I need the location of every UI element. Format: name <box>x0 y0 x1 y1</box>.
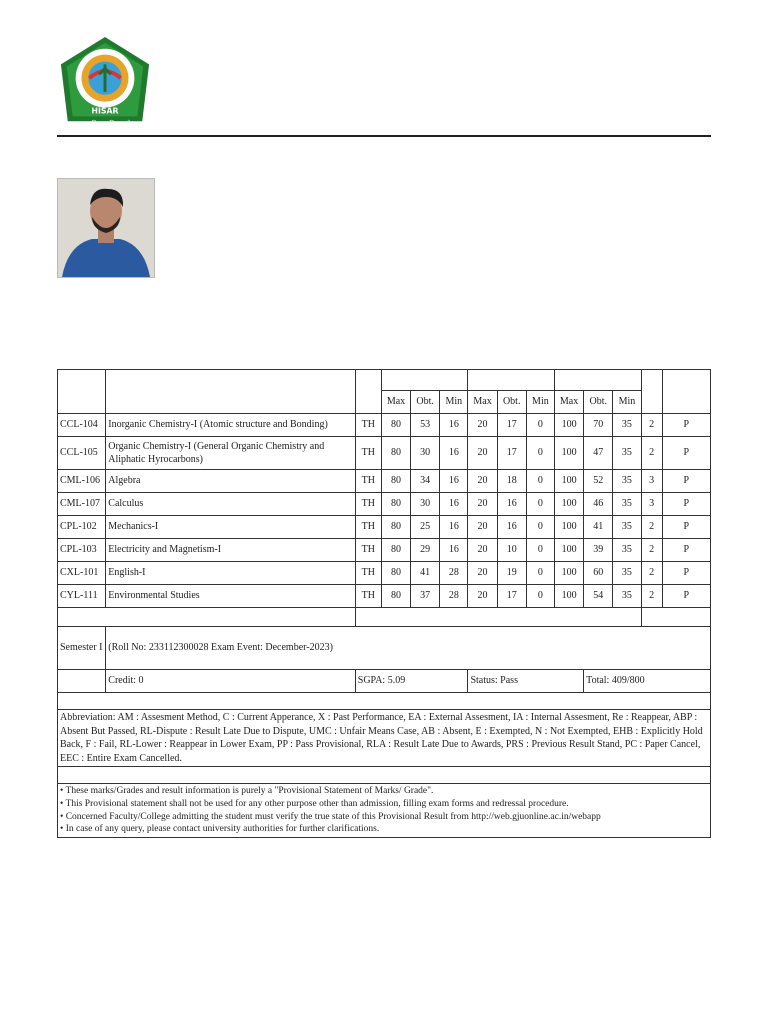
tot-min: 35 <box>613 539 641 562</box>
int-obt: 17 <box>497 437 526 470</box>
int-max: 20 <box>468 516 497 539</box>
subject-row <box>58 414 711 437</box>
int-max: 20 <box>468 585 497 608</box>
roll-info: (Roll No: 233112300028 Exam Event: December-2023) <box>106 627 711 670</box>
subject-type: TH <box>355 585 381 608</box>
int-min: 0 <box>526 585 554 608</box>
ext-min: 16 <box>440 470 468 493</box>
subject-type: TH <box>355 539 381 562</box>
ext-obt: 34 <box>411 470 440 493</box>
ext-max: 80 <box>381 493 410 516</box>
subject-name: Organic Chemistry-I (General Organic Chemistry and Aliphatic Hyrocarbons) <box>106 437 355 470</box>
tot-obt: 60 <box>584 562 613 585</box>
subject-row <box>58 539 711 562</box>
tot-min: 35 <box>613 414 641 437</box>
marks-table <box>57 369 711 838</box>
ext-max: 80 <box>381 539 410 562</box>
ext-min-header: Min <box>440 391 468 414</box>
tot-max: 100 <box>554 516 583 539</box>
tot-min-header: Min <box>613 391 641 414</box>
ext-max: 80 <box>381 414 410 437</box>
subject-credit: 2 <box>641 539 662 562</box>
disclaimer-item: • In case of any query, please contact university authorities for further clarifications. <box>60 824 380 835</box>
spacer-row <box>58 693 711 710</box>
disclaimer-row <box>58 784 711 838</box>
logo-motto-text: ज्ञान विज्ञान विमुक्तये <box>79 120 131 129</box>
total-summary: Total: 409/800 <box>584 670 711 693</box>
int-min: 0 <box>526 414 554 437</box>
int-min: 0 <box>526 562 554 585</box>
tot-obt: 46 <box>584 493 613 516</box>
subject-credit: 2 <box>641 414 662 437</box>
int-min: 0 <box>526 493 554 516</box>
ext-min: 16 <box>440 414 468 437</box>
subject-row <box>58 562 711 585</box>
subject-name: Calculus <box>106 493 355 516</box>
ext-obt: 30 <box>411 493 440 516</box>
tot-obt: 52 <box>584 470 613 493</box>
subject-name: Algebra <box>106 470 355 493</box>
abbreviation-text: Abbreviation: AM : Assesment Method, C : Current Apperance, X : Past Performance, EA : External Assesment, IA : Internal Assesment, Re : Reappear, ABP : Absent But Passed, RL-Dispute : Result Late Due to Dispute, UMC : Unfair Means Case, AB : Absent, E : Exempted, N : Not Exempted, EHB : Explicitly Hold Back, F : Fail, RL-Lower : Reappear in Lower Exam, PP : Pass Provisional, RLA : Result Late Due to Awards, PRS : Previous Result Stand, PC : Paper Cancel, EEC : Entire Exam Cancelled. <box>58 710 711 767</box>
tot-min: 35 <box>613 470 641 493</box>
subject-credit: 2 <box>641 585 662 608</box>
tot-max: 100 <box>554 562 583 585</box>
subject-name: Inorganic Chemistry-I (Atomic structure and Bonding) <box>106 414 355 437</box>
tot-obt: 70 <box>584 414 613 437</box>
tot-obt: 41 <box>584 516 613 539</box>
ext-obt: 41 <box>411 562 440 585</box>
subject-code: CML-107 <box>58 493 106 516</box>
subject-credit: 2 <box>641 516 662 539</box>
ext-obt: 29 <box>411 539 440 562</box>
credit-summary: Credit: 0 <box>106 670 355 693</box>
tot-max: 100 <box>554 539 583 562</box>
subject-result: P <box>662 562 710 585</box>
tot-obt: 54 <box>584 585 613 608</box>
ext-obt: 53 <box>411 414 440 437</box>
subject-result: P <box>662 539 710 562</box>
ext-min: 16 <box>440 437 468 470</box>
subject-type: TH <box>355 562 381 585</box>
spacer-row <box>58 608 711 627</box>
subject-credit: 2 <box>641 562 662 585</box>
subject-code: CPL-103 <box>58 539 106 562</box>
ext-min: 16 <box>440 516 468 539</box>
subject-row <box>58 470 711 493</box>
int-max: 20 <box>468 493 497 516</box>
int-min: 0 <box>526 470 554 493</box>
subject-code: CYL-111 <box>58 585 106 608</box>
ext-max: 80 <box>381 470 410 493</box>
int-obt: 17 <box>497 414 526 437</box>
subject-name: Electricity and Magnetism-I <box>106 539 355 562</box>
subject-result: P <box>662 414 710 437</box>
subject-row <box>58 585 711 608</box>
ext-max: 80 <box>381 585 410 608</box>
university-logo <box>56 35 154 133</box>
int-max: 20 <box>468 470 497 493</box>
subject-row <box>58 493 711 516</box>
logo-city-text: HISAR <box>91 106 119 116</box>
subject-code: CCL-104 <box>58 414 106 437</box>
subject-code: CPL-102 <box>58 516 106 539</box>
int-obt-header: Obt. <box>497 391 526 414</box>
student-photo <box>57 178 155 278</box>
int-obt: 17 <box>497 585 526 608</box>
subject-code: CXL-101 <box>58 562 106 585</box>
ext-min: 16 <box>440 493 468 516</box>
subject-result: P <box>662 437 710 470</box>
tot-obt-header: Obt. <box>584 391 613 414</box>
tot-min: 35 <box>613 516 641 539</box>
spacer-row <box>58 767 711 784</box>
subject-row <box>58 437 711 470</box>
header-divider <box>57 135 711 137</box>
ext-max: 80 <box>381 562 410 585</box>
tot-max: 100 <box>554 414 583 437</box>
int-min: 0 <box>526 437 554 470</box>
int-obt: 16 <box>497 493 526 516</box>
ext-min: 28 <box>440 562 468 585</box>
subject-credit: 3 <box>641 470 662 493</box>
int-max: 20 <box>468 539 497 562</box>
int-min: 0 <box>526 539 554 562</box>
summary-row <box>58 670 711 693</box>
disclaimer-item: • These marks/Grades and result information is purely a "Provisional Statement of Marks/ Grade". <box>60 786 434 796</box>
tot-obt: 39 <box>584 539 613 562</box>
ext-min: 16 <box>440 539 468 562</box>
ext-obt: 37 <box>411 585 440 608</box>
int-obt: 19 <box>497 562 526 585</box>
subject-result: P <box>662 493 710 516</box>
int-obt: 18 <box>497 470 526 493</box>
subject-code: CML-106 <box>58 470 106 493</box>
subject-name: Environmental Studies <box>106 585 355 608</box>
subject-result: P <box>662 470 710 493</box>
int-max: 20 <box>468 414 497 437</box>
int-max-header: Max <box>468 391 497 414</box>
tot-obt: 47 <box>584 437 613 470</box>
subject-row <box>58 516 711 539</box>
table-header-row <box>58 370 711 391</box>
tot-max: 100 <box>554 493 583 516</box>
semester-label: Semester I <box>58 627 106 670</box>
tot-min: 35 <box>613 493 641 516</box>
subject-type: TH <box>355 470 381 493</box>
tot-min: 35 <box>613 562 641 585</box>
subject-result: P <box>662 585 710 608</box>
ext-obt: 30 <box>411 437 440 470</box>
ext-obt-header: Obt. <box>411 391 440 414</box>
ext-max: 80 <box>381 516 410 539</box>
abbreviation-row <box>58 710 711 767</box>
sgpa-summary: SGPA: 5.09 <box>355 670 468 693</box>
subject-code: CCL-105 <box>58 437 106 470</box>
ext-obt: 25 <box>411 516 440 539</box>
subject-type: TH <box>355 414 381 437</box>
subject-type: TH <box>355 437 381 470</box>
int-obt: 10 <box>497 539 526 562</box>
ext-min: 28 <box>440 585 468 608</box>
disclaimer-item: • Concerned Faculty/College admitting the student must verify the true state of this Provisional Result from http://web.gjuonline.ac.in/webapp <box>60 811 601 822</box>
subject-credit: 2 <box>641 437 662 470</box>
tot-max-header: Max <box>554 391 583 414</box>
tot-max: 100 <box>554 470 583 493</box>
int-min-header: Min <box>526 391 554 414</box>
subject-result: P <box>662 516 710 539</box>
int-max: 20 <box>468 437 497 470</box>
tot-max: 100 <box>554 585 583 608</box>
ext-max-header: Max <box>381 391 410 414</box>
subject-name: Mechanics-I <box>106 516 355 539</box>
subject-type: TH <box>355 516 381 539</box>
tot-min: 35 <box>613 437 641 470</box>
subject-type: TH <box>355 493 381 516</box>
int-min: 0 <box>526 516 554 539</box>
subject-credit: 3 <box>641 493 662 516</box>
tot-min: 35 <box>613 585 641 608</box>
semester-row <box>58 627 711 670</box>
int-obt: 16 <box>497 516 526 539</box>
int-max: 20 <box>468 562 497 585</box>
status-summary: Status: Pass <box>468 670 584 693</box>
ext-max: 80 <box>381 437 410 470</box>
tot-max: 100 <box>554 437 583 470</box>
subject-name: English-I <box>106 562 355 585</box>
disclaimer-item: • This Provisional statement shall not be used for any other purpose other than admission, filling exam forms and redressal procedure. <box>60 798 569 809</box>
